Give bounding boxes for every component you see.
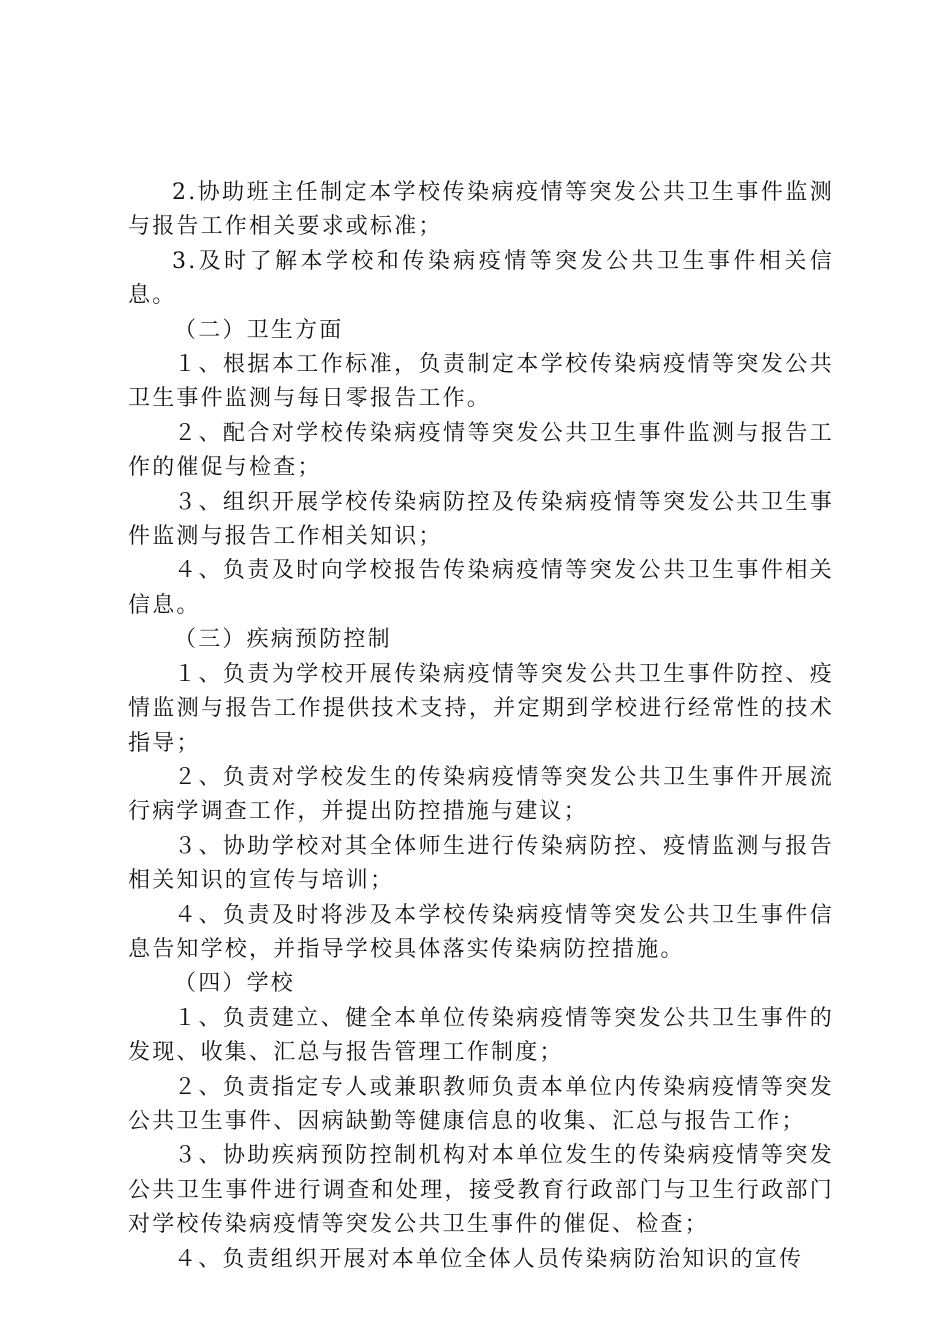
paragraph-health-4: ４、负责及时向学校报告传染病疫情等突发公共卫生事件相关信息。 xyxy=(128,558,834,618)
document-body xyxy=(128,176,834,1277)
section-heading-school: （四）学校 xyxy=(174,971,296,997)
paragraph-school-4: ４、负责组织开展对本单位全体人员传染病防治知识的宣传 xyxy=(174,1246,804,1272)
paragraph-health-2: ２、配合对学校传染病疫情等突发公共卫生事件监测与报告工作的催促与检查； xyxy=(128,420,834,481)
paragraph-school-3: ３、协助疾病预防控制机构对本单位发生的传染病疫情等突发公共卫生事件进行调查和处理，接受教育行政部门与卫生行政部门对学校传染病疫情等突发公共卫生事件的催促、检查； xyxy=(128,1143,834,1238)
paragraph-item-3: 3.及时了解本学校和传染病疫情等突发公共卫生事件相关信息。 xyxy=(128,248,834,309)
section-heading-health: （二）卫生方面 xyxy=(174,317,344,343)
paragraph-school-2: ２、负责指定专人或兼职教师负责本单位内传染病疫情等突发公共卫生事件、因病缺勤等健康信息的收集、汇总与报告工作； xyxy=(128,1074,834,1134)
paragraph-disease-3: ３、协助学校对其全体师生进行传染病防控、疫情监测与报告相关知识的宣传与培训； xyxy=(128,833,834,894)
paragraph-item-2: 2.协助班主任制定本学校传染病疫情等突发公共卫生事件监测与报告工作相关要求或标准； xyxy=(128,180,834,240)
paragraph-disease-4: ４、负责及时将涉及本学校传染病疫情等突发公共卫生事件信息告知学校，并指导学校具体落实传染病防控措施。 xyxy=(128,902,834,962)
paragraph-disease-2: ２、负责对学校发生的传染病疫情等突发公共卫生事件开展流行病学调查工作，并提出防控措施与建议； xyxy=(128,764,834,825)
paragraph-health-1: １、根据本工作标准，负责制定本学校传染病疫情等突发公共卫生事件监测与每日零报告工作。 xyxy=(128,352,834,412)
paragraph-disease-1: １、负责为学校开展传染病疫情等突发公共卫生事件防控、疫情监测与报告工作提供技术支持，并定期到学校进行经常性的技术指导； xyxy=(128,661,834,756)
paragraph-school-1: １、负责建立、健全本单位传染病疫情等突发公共卫生事件的发现、收集、汇总与报告管理工作制度； xyxy=(128,1005,834,1066)
section-heading-disease-control: （三）疾病预防控制 xyxy=(174,627,392,653)
paragraph-health-3: ３、组织开展学校传染病防控及传染病疫情等突发公共卫生事件监测与报告工作相关知识； xyxy=(128,489,834,550)
